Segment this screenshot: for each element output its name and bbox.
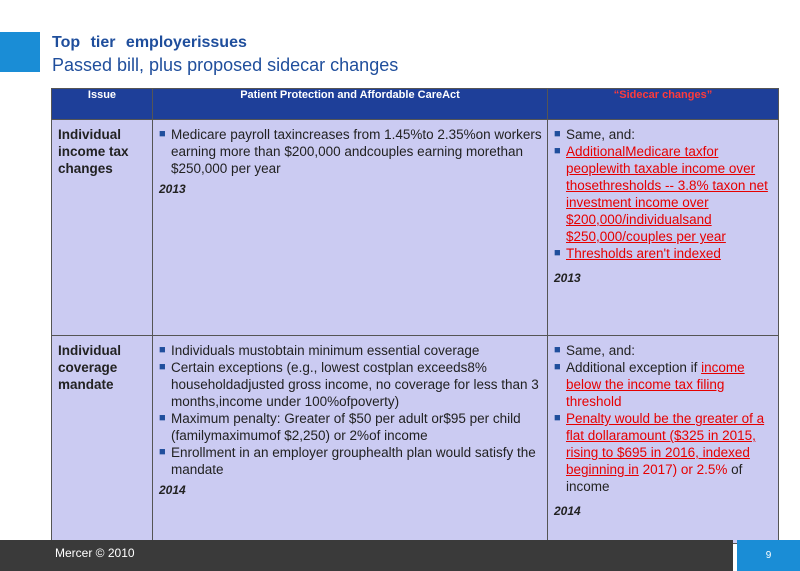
issue-cell: Individual coverage mandate xyxy=(52,336,153,544)
bullet-text: Same, and: xyxy=(566,343,636,358)
bullet-text: AdditionalMedicare taxfor peoplewith taxable income over thosethresholds -- 3.8% taxon net investment income over $200,000/individualsand $250,000/couples per year xyxy=(566,144,768,244)
list-item xyxy=(554,143,774,245)
footer-copyright: Mercer © 2010 xyxy=(55,546,135,560)
bullet-text: Same, and: xyxy=(566,127,636,142)
bullet-text: Maximum penalty: Greater of $50 per adult or$95 per child (familymaximumof $2,250) or 2%of income xyxy=(171,411,521,443)
table-row xyxy=(52,120,779,336)
bullet-text-red-plain: threshold xyxy=(566,394,622,409)
table-header-row xyxy=(52,89,779,120)
bullet-text: Enrollment in an employer grouphealth plan would satisfy the mandate xyxy=(171,445,536,477)
list-item xyxy=(159,410,543,444)
ppaca-cell xyxy=(153,120,548,336)
bullet-text xyxy=(566,410,774,495)
effective-year: 2013 xyxy=(159,182,186,196)
bullet-text-plain: of income xyxy=(566,462,743,494)
effective-year: 2014 xyxy=(554,504,581,518)
square-bullet-icon: ■ xyxy=(554,412,561,424)
effective-year: 2014 xyxy=(159,483,186,497)
slide-title: Top tier employerissues xyxy=(52,34,247,51)
list-item xyxy=(159,342,543,359)
slide-subtitle: Passed bill, plus proposed sidecar changes xyxy=(52,55,399,75)
bullet-text-red-plain: 2017) or 2.5% xyxy=(642,462,728,477)
list-item xyxy=(554,359,774,410)
list-item xyxy=(159,126,543,177)
bullet-text: Thresholds aren't indexed xyxy=(566,246,721,261)
sidecar-cell xyxy=(548,336,779,544)
square-bullet-icon: ■ xyxy=(554,247,561,259)
list-item xyxy=(554,126,774,143)
list-item xyxy=(554,410,774,495)
square-bullet-icon: ■ xyxy=(159,344,166,356)
square-bullet-icon: ■ xyxy=(159,361,166,373)
sidecar-cell xyxy=(548,120,779,336)
list-item xyxy=(159,444,543,478)
issue-cell: Individual income tax changes xyxy=(52,120,153,336)
page-number: 9 xyxy=(737,540,800,571)
square-bullet-icon: ■ xyxy=(554,128,561,140)
square-bullet-icon: ■ xyxy=(159,412,166,424)
square-bullet-icon: ■ xyxy=(159,446,166,458)
bullet-text xyxy=(566,359,774,410)
square-bullet-icon: ■ xyxy=(554,344,561,356)
list-item xyxy=(554,245,774,262)
list-item xyxy=(554,342,774,359)
bullet-text: Certain exceptions (e.g., lowest costplan exceeds8% householdadjusted gross income, no coverage for less than 3 months,income under 100%ofpoverty) xyxy=(171,360,539,409)
accent-block xyxy=(0,32,40,72)
bullet-text-plain: Additional exception if xyxy=(566,360,702,375)
bullet-text: Medicare payroll taxincreases from 1.45%to 2.35%on workers earning more than $200,000 andcouples earning morethan $250,000 per year xyxy=(171,127,542,176)
list-item xyxy=(159,359,543,410)
header-ppaca: Patient Protection and Affordable CareAct xyxy=(153,89,548,120)
comparison-table xyxy=(51,88,779,544)
header-sidecar: “Sidecar changes” xyxy=(548,89,779,120)
header-issue: Issue xyxy=(52,89,153,120)
ppaca-cell xyxy=(153,336,548,544)
square-bullet-icon: ■ xyxy=(159,128,166,140)
bullet-text-red: Penalty would be the greater of a flat dollaramount ($325 in 2015, rising to $695 in 2016, indexed beginning in xyxy=(566,411,765,477)
square-bullet-icon: ■ xyxy=(554,361,561,373)
effective-year: 2013 xyxy=(554,271,581,285)
square-bullet-icon: ■ xyxy=(554,145,561,157)
table-row xyxy=(52,336,779,544)
bullet-text: Individuals mustobtain minimum essential coverage xyxy=(171,343,480,358)
bullet-text-red: income below the income tax filing xyxy=(566,360,745,392)
